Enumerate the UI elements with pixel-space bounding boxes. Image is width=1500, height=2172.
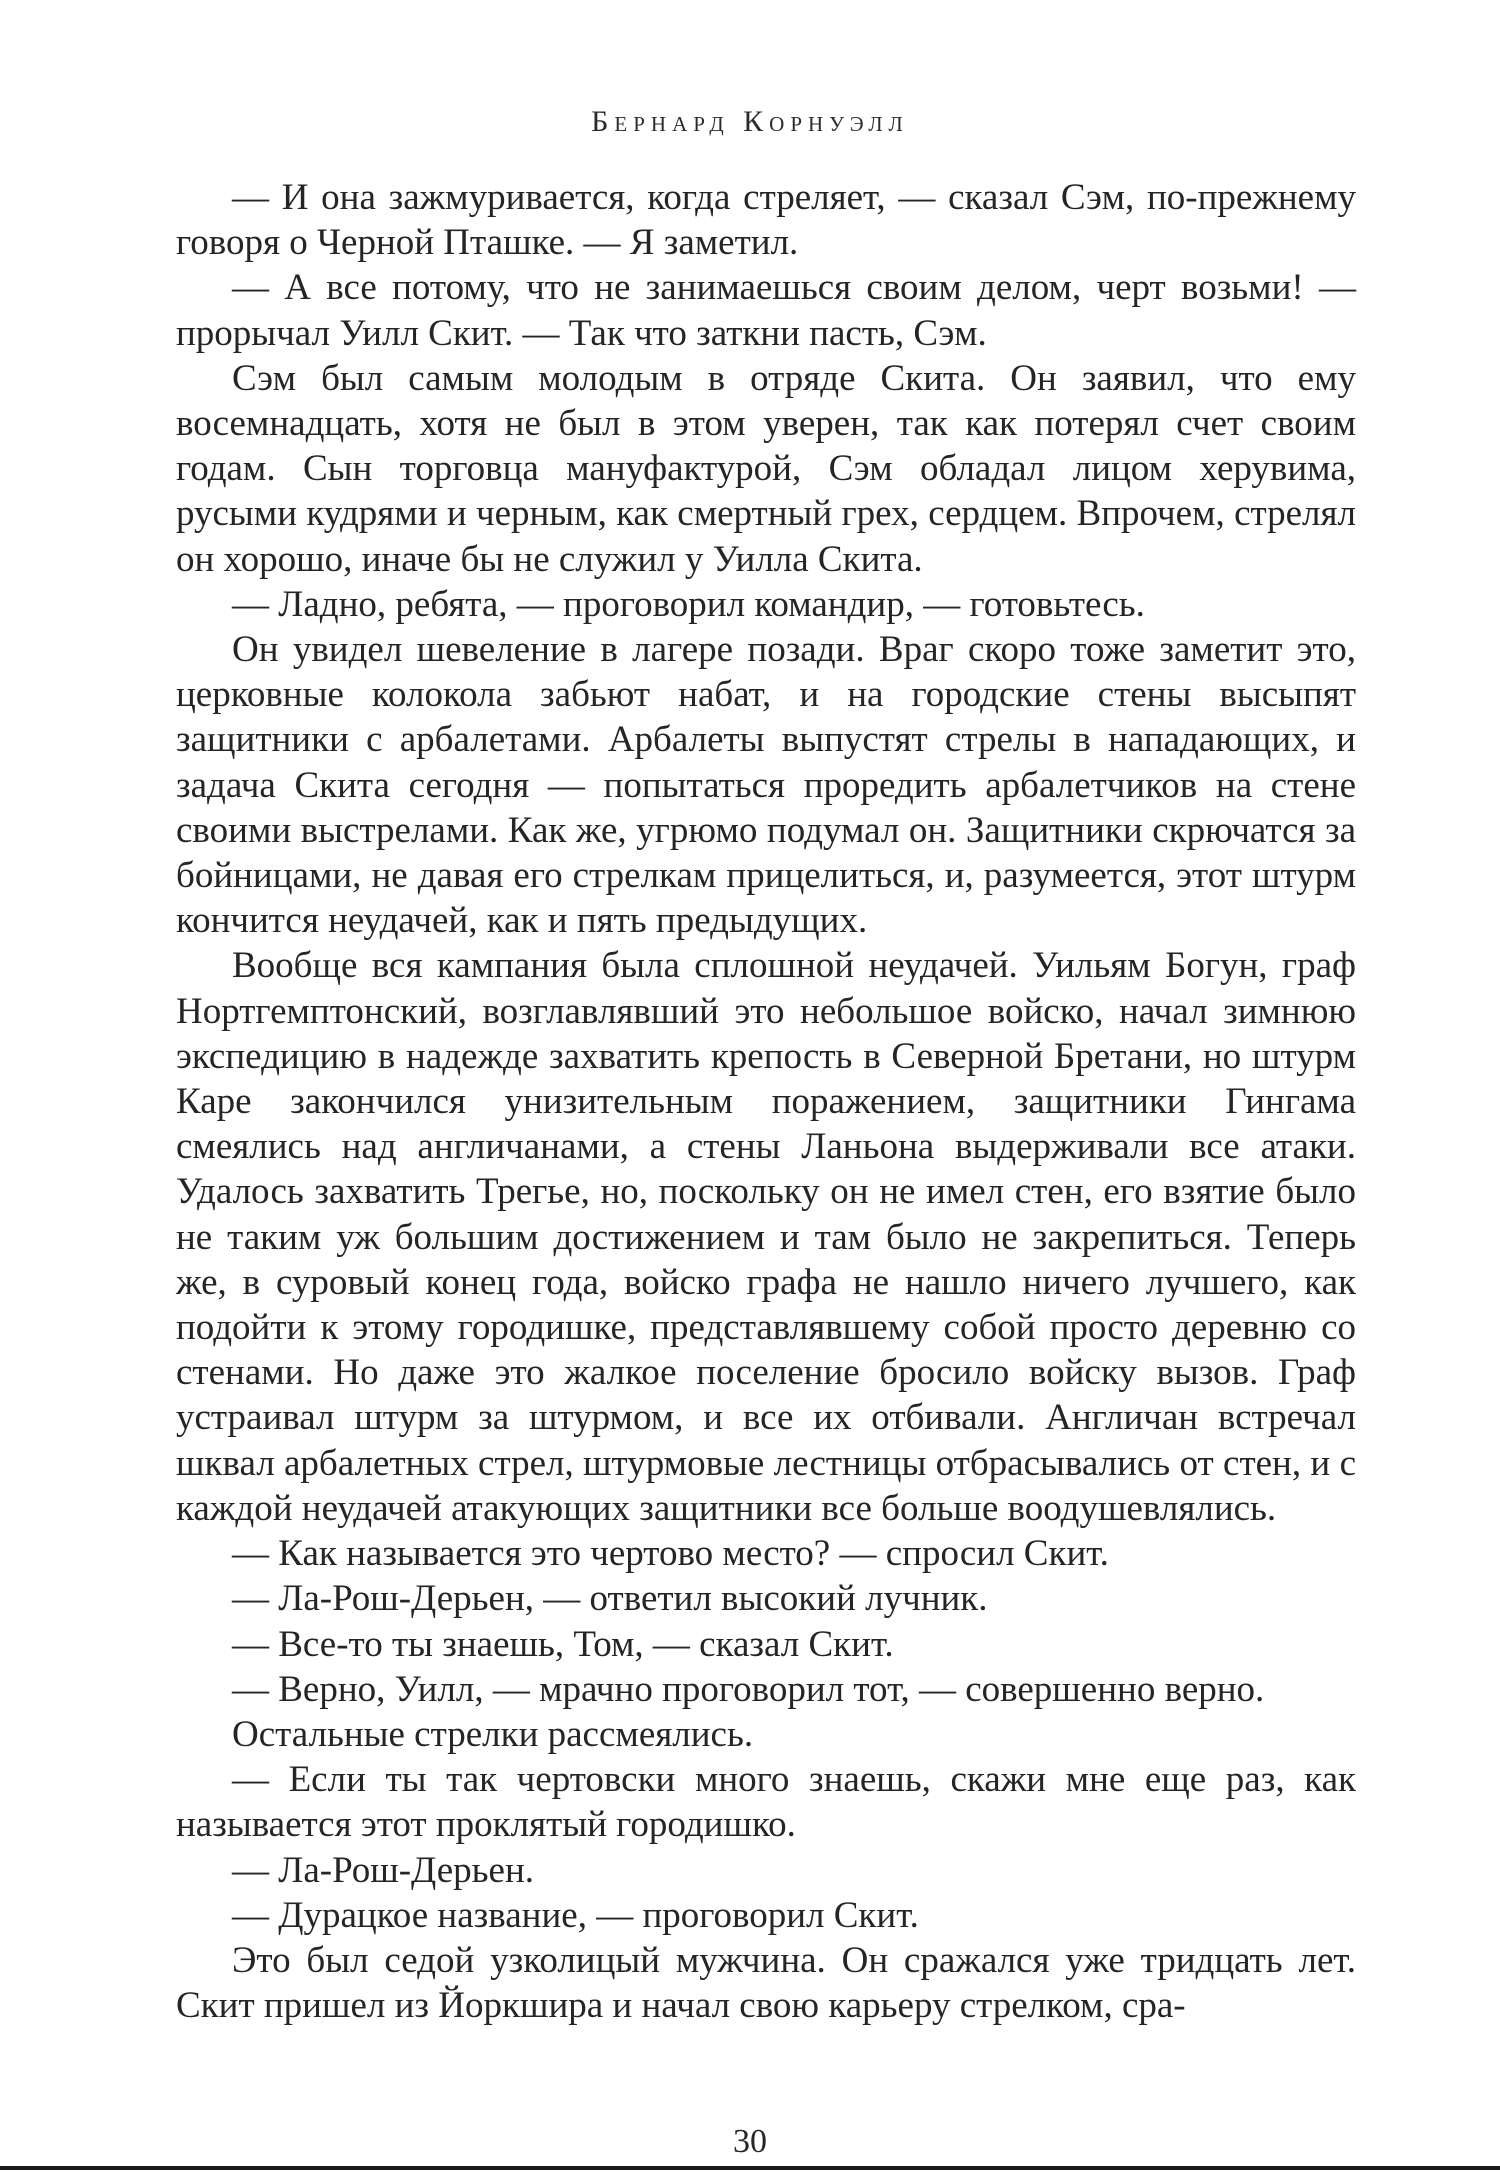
paragraph: — Верно, Уилл, — мрачно проговорил тот, — совершенно верно. (232, 1668, 1265, 1710)
body-text (176, 175, 1356, 2028)
bottom-rule (0, 2166, 1500, 2170)
paragraph: — Ла-Рош-Дерьен, — ответил высокий лучник. (232, 1578, 988, 1620)
paragraph: Вообще вся кампания была сплошной неудачей. Уильям Богун, граф Нортгемптонский, возглавлявший это небольшое войско, начал зимнюю экспедицию в надежде захватить крепость в Северной Бретани, но штурм Каре закончился унизительным поражением, защитники Гингама смеялись над англичанами, а стены Ланьона выдерживали все атаки. Удалось захватить Трегье, но, поскольку он не имел стен, его взятие было не таким уж большим достижением и там было не закрепиться. Теперь же, в суровый конец года, войско графа не нашло ничего лучшего, как подойти к этому городишке, представлявшему собой просто деревню со стенами. Но даже это жалкое поселение бросило войску вызов. Граф устраивал штурм за штурмом, и все их отбивали. Англичан встречал шквал арбалетных стрел, штурмовые лестницы отбрасывались от стен, и с каждой неудачей атакующих защитники все больше воодушевлялись. (176, 945, 1356, 1529)
paragraph: — Ладно, ребята, — проговорил командир, — готовьтесь. (232, 583, 1145, 625)
paragraph: Он увидел шевеление в лагере позади. Враг скоро тоже заметит это, церковные колокола забьют набат, и на городские стены высыпят защитники с арбалетами. Арбалеты выпустят стрелы в нападающих, и задача Скита сегодня — попытаться проредить арбалетчиков на стене своими выстрелами. Как же, угрюмо подумал он. Защитники скрючатся за бойницами, не давая его стрелкам прицелиться, и, разумеется, этот штурм кончится неудачей, как и пять предыдущих. (176, 629, 1356, 942)
page-number: 30 (733, 2123, 767, 2160)
paragraph: — А все потому, что не занимаешься своим делом, черт возьми! — прорычал Уилл Скит. — Так что заткни пасть, Сэм. (176, 267, 1356, 354)
paragraph: — Если ты так чертовски много знаешь, скажи мне еще раз, как называется этот проклятый городишко. (176, 1759, 1356, 1846)
paragraph: — И она зажмуривается, когда стреляет, — сказал Сэм, по-прежнему говоря о Черной Пташке. — Я заметил. (176, 177, 1356, 264)
paragraph: — Ла-Рош-Дерьен. (232, 1849, 535, 1891)
paragraph: Это был седой узколицый мужчина. Он сражался уже тридцать лет. Скит пришел из Йоркшира и начал свою карьеру стрелком, сра- (176, 1939, 1356, 2027)
paragraph: — Все-то ты знаешь, Том, — сказал Скит. (232, 1623, 894, 1665)
paragraph: — Дурацкое название, — проговорил Скит. (232, 1894, 919, 1936)
paragraph: Сэм был самым молодым в отряде Скита. Он заявил, что ему восемнадцать, хотя не был в этом уверен, так как потерял счет своим годам. Сын торговца мануфактурой, Сэм обладал лицом херувима, русыми кудрями и черным, как смертный грех, сердцем. Впрочем, стрелял он хорошо, иначе бы не служил у Уилла Скита. (176, 357, 1356, 580)
paragraph: — Как называется это чертово место? — спросил Скит. (232, 1533, 1109, 1575)
running-title: Бернард Корнуэлл (591, 105, 909, 138)
paragraph: Остальные стрелки рассмеялись. (232, 1713, 754, 1755)
